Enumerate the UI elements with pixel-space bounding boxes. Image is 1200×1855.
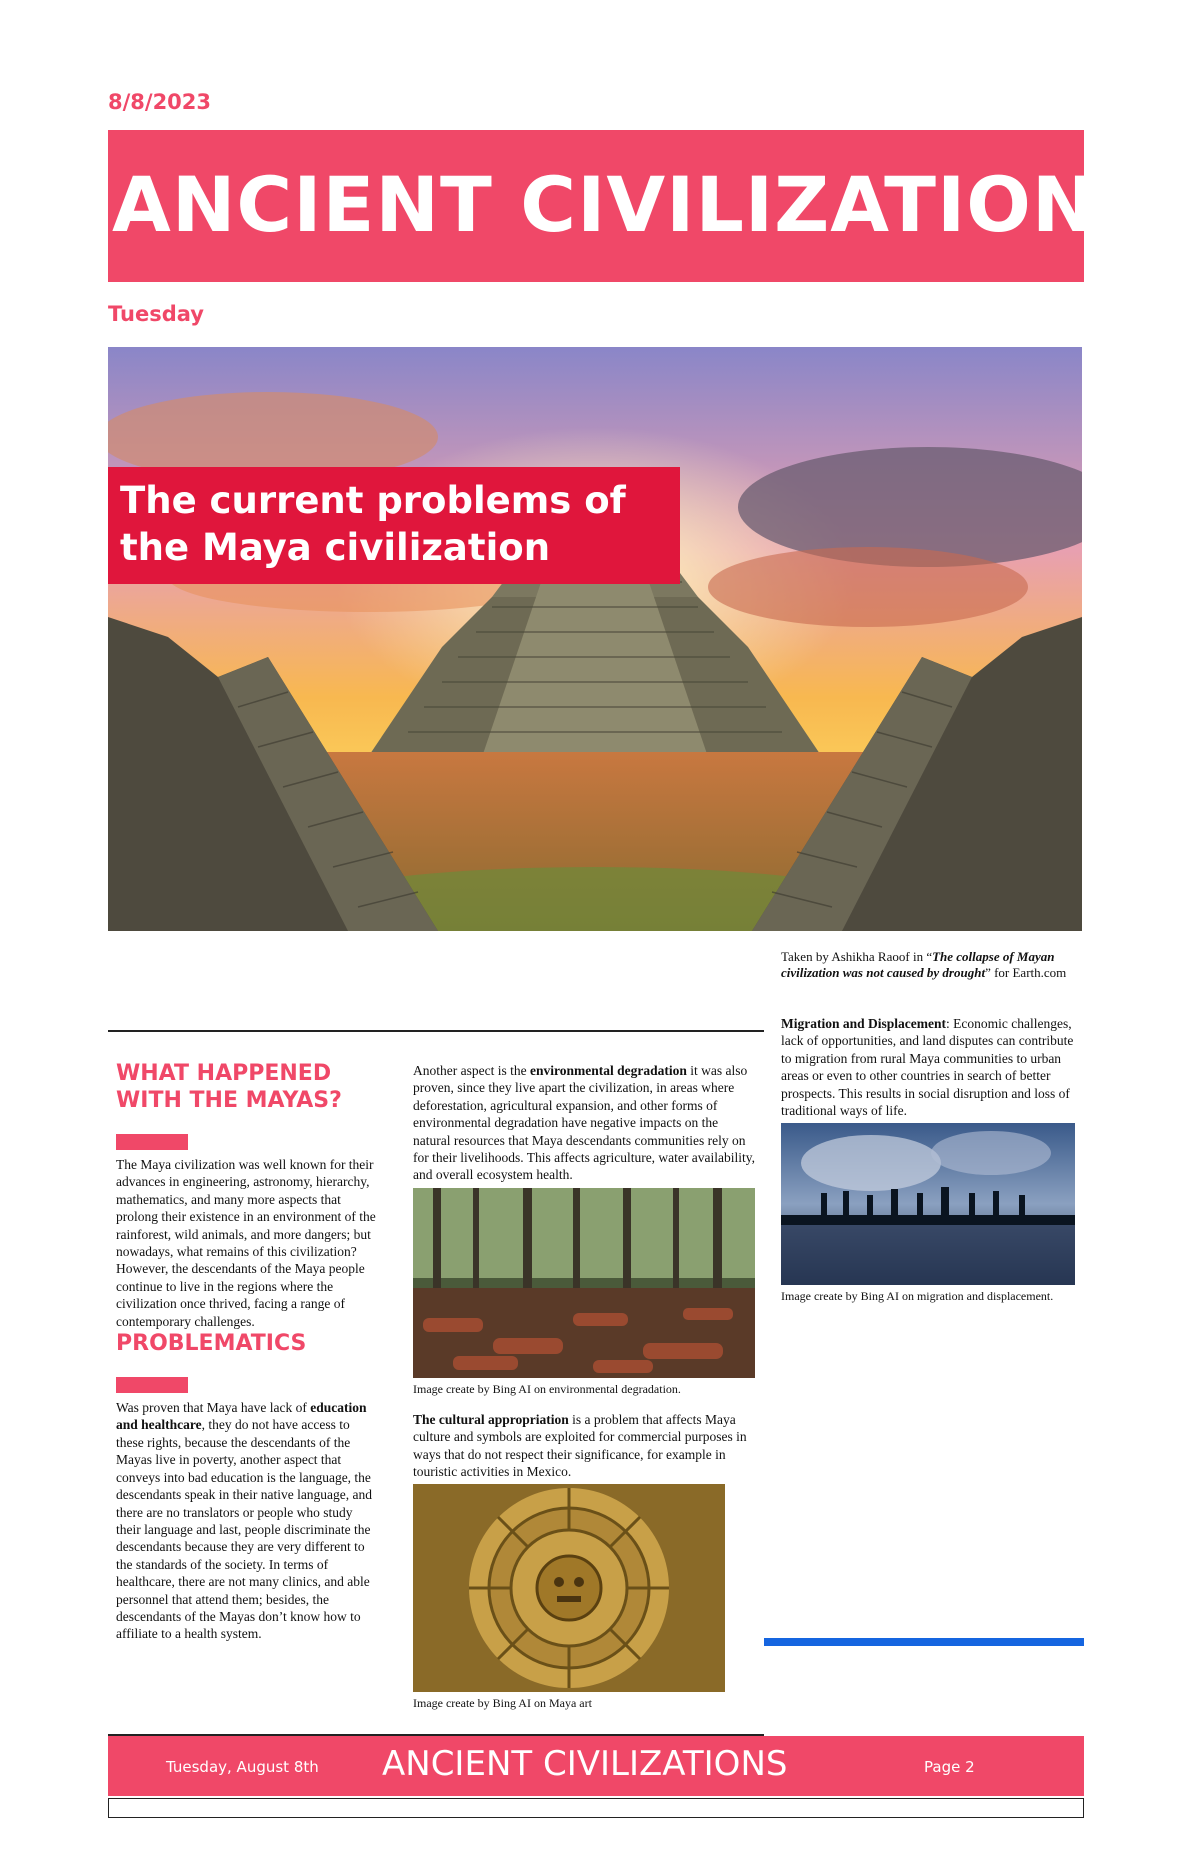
divider-rule (108, 1030, 764, 1032)
hero-image-pyramid (108, 347, 1082, 931)
section-accent-bar (116, 1134, 188, 1150)
paragraph-intro: The Maya civilization was well known for their advances in engineering, astronomy, hierarchy, mathematics, and many more aspects that prolong their existence in an environment of the rainforest, wild animals, and more dangers; but nowadays, what remains of this civilization? (116, 1157, 376, 1260)
caption-migration: Image create by Bing AI on migration and displacement. (781, 1289, 1054, 1304)
headline-box (108, 467, 680, 584)
issue-date: 8/8/2023 (108, 90, 212, 114)
issue-day: Tuesday (108, 302, 204, 326)
masthead-banner (108, 130, 1153, 282)
paragraph-environmental (413, 1062, 757, 1184)
article-column-3 (781, 1015, 1074, 1304)
paragraph-emphasis: Migration and Displacement (781, 1016, 946, 1031)
masthead-title: ANCIENT CIVILIZATIONS (112, 160, 1153, 249)
credit-suffix: ” for Earth.com (985, 965, 1067, 980)
hero-photo-credit (781, 949, 1071, 981)
paragraph-emphasis: The cultural appropriation (413, 1411, 569, 1427)
credit-article-title: The collapse of Mayan civilization was not caused by drought (781, 949, 1055, 980)
article-column-1 (116, 1060, 378, 1643)
paragraph-body: , they do not have access to these rights, because the descendants of the Mayas live in poverty, another aspect that conveys into bad education is the language, the descendants speak in their native language, and there are no translators or people who study their language and last, people discriminate the descendants because they are very different to the standards of the society. In terms of healthcare, there are not many clinics, and able personnel that attend them; besides, the descendants of the Mayas don’t know how to affiliate to a health system. (116, 1417, 373, 1642)
image-deforestation (413, 1188, 755, 1378)
page-footer (108, 1736, 1084, 1796)
footer-empty-box (108, 1798, 1084, 1818)
paragraph-descendants: However, the descendants of the Maya people continue to live in the regions where the civilization once thrived, facing a range of contemporary challenges. (116, 1261, 365, 1329)
paragraph-migration (781, 1015, 1074, 1119)
section-accent-bar (116, 1377, 188, 1393)
paragraph-body: : Economic challenges, lack of opportunities, and land disputes can contribute to migration from rural Maya communities to urban areas or even to other countries in search of better prospects. This results in social disruption and loss of traditional ways of life. (781, 1016, 1074, 1119)
footer-date: Tuesday, August 8th (166, 1758, 319, 1776)
paragraph-cultural (413, 1411, 757, 1481)
paragraph-body: is a problem that affects Maya culture and symbols are exploited for commercial purposes in ways that do not respect their significance, for example in touristic activities in Mexico. (413, 1411, 747, 1480)
headline-text: The current problems of the Maya civilization (120, 479, 626, 569)
paragraph-emphasis: education and healthcare (116, 1400, 367, 1433)
credit-prefix: Taken by Ashikha Raoof in “ (781, 949, 933, 964)
section-title-what-happened: WHAT HAPPENED WITH THE MAYAS? (116, 1061, 342, 1113)
paragraph-emphasis: environmental degradation (529, 1063, 687, 1078)
paragraph-lead: Was proven that Maya have lack of (116, 1400, 311, 1416)
caption-environmental: Image create by Bing AI on environmental degradation. (413, 1381, 681, 1396)
blue-accent-rule (764, 1638, 1084, 1646)
image-maya-calendar (413, 1484, 725, 1692)
article-column-2 (413, 1062, 757, 1711)
paragraph-lead: Another aspect is the (413, 1063, 530, 1078)
section-title-problematics: PROBLEMATICS (116, 1331, 307, 1357)
footer-title: ANCIENT CIVILIZATIONS (382, 1744, 788, 1784)
image-migration (781, 1123, 1075, 1285)
paragraph-body: it was also proven, since they live apart the civilization, in areas where deforestation, agricultural expansion, and other forms of environmental degradation have negative impacts on the natural resources that Maya descendants communities rely on for their livelihoods. This affects agriculture, water availability, and overall ecosystem health. (413, 1063, 756, 1183)
caption-cultural: Image create by Bing AI on Maya art (413, 1696, 592, 1711)
paragraph-education-healthcare (116, 1399, 378, 1643)
footer-page-number: Page 2 (924, 1758, 975, 1776)
